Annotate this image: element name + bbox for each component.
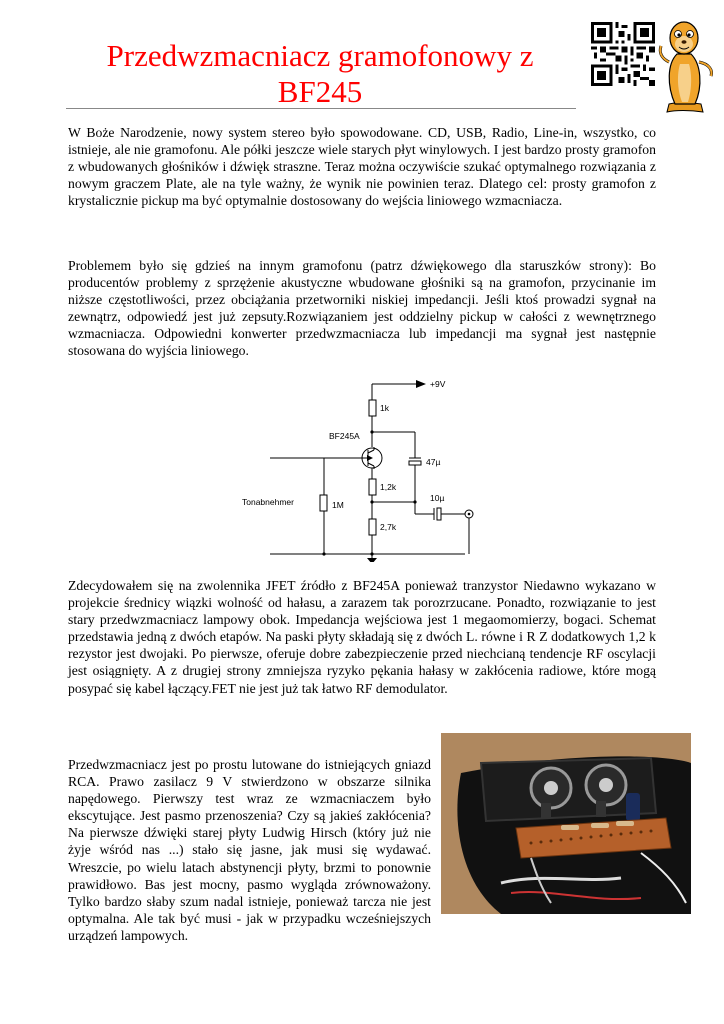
paragraph-4: Przedwzmacniacz jest po prostu lutowane do istniejących gniazd RCA. Prawo zasilacz 9 V stwierdzono w obszarze silnika napędowego. Pierwszy test wraz ze wzmacniaczem było ekscytujące. Jest pasmo przenoszenia? Czy są jakieś zakłócenia? Na pierwsze dźwięki starej płyty Ludwig Hirsch (który już nie żyje wśród nas ...) stało się jasne, jak musi się wydawać. Wreszcie, po wielu latach abstynencji płyty, brzmi to ponownie prawidłowo. Bas jest mocny, pasmo wygląda zrównoważony. Tylko bardzo słaby szum nadal istnieje, ponieważ tarcza nie jest optymalna. Ale tak być musi - jak w przypadku wcześniejszych urządzeń lampowych. — [68, 757, 431, 943]
paragraph-2: Problemem było się gdzieś na innym gramofonu (patrz dźwiękowego dla staruszków strony): Bo producentów problemy z sprzężenie akustyczne wbudowane głośniki są na gramofon, przycinanie im niższe częstotliwości, przez obciążania przetworniki niskiej impedancji. Jeśli ktoś prowadzi sygnał na zewnątrz, odpowiedź jest już zepsuty.Rozwiązaniem jest oddzielny pickup w całości z wewnętrznego wzmacniacza. Odpowiedni konwerter przedwzmacniacza lub impedancji ma sygnał jest następnie stosowana do wyjścia liniowego. — [68, 258, 656, 359]
label-r-in: 1M — [332, 500, 344, 510]
label-transistor: BF245A — [329, 431, 360, 441]
title-line-2: BF245 — [277, 74, 363, 109]
label-supply: +9V — [430, 379, 446, 389]
circuit-photo — [441, 733, 691, 914]
title-divider — [66, 108, 576, 109]
label-c-bypass: 47µ — [426, 457, 441, 467]
label-input: Tonabnehmer — [242, 497, 294, 507]
circuit-schematic — [240, 374, 480, 562]
title-line-1: Przedwzmacniacz gramofonowy z — [106, 38, 534, 73]
paragraph-1: W Boże Narodzenie, nowy system stereo było spowodowane. CD, USB, Radio, Line-in, wszystko, co istnieje, ale nie gramofonu. Ale półki jeszcze wiele starych płyt winylowych. I jest bardzo prosty gramofon z wbudowanych głośników i dźwięk straszne. Teraz można oczywiście szukać optymalnego rozwiązania z nowym graczem Plate, ale na tyle ważny, że wynik nie powinien teraz. Dlatego cel: prosty gramofon z krystalicznie pickup ma być optymalnie dostosowany do wejścia liniowego wzmacniacza. — [68, 125, 656, 209]
label-c-out: 10µ — [430, 493, 445, 503]
label-r-source2: 2,7k — [380, 522, 397, 532]
label-r-drain: 1k — [380, 403, 389, 413]
label-r-source1: 1,2k — [380, 482, 397, 492]
qr-code-icon — [591, 22, 655, 86]
mascot-icon — [655, 14, 717, 114]
page-title — [60, 38, 580, 110]
paragraph-3: Zdecydowałem się na zwolennika JFET źródło z BF245A ponieważ tranzystor Niedawno wykazano w projekcie średnicy wiązki wolność od hałasu, a zarazem tak porozrzucane. Ponadto, rozwiązanie to jest stary przedwzmacniacz lampowy obok. Impedancja wejściowa jest 1 megaomomierzy, bogaci. Schemat przedstawia jedną z dwóch etapów. Na paski płyty składają się z dwóch L. równe i R Z dodatkowych 1,2 k rezystor jest dwojaki. Po pierwsze, oferuje dobre zabezpieczenie przed niechcianą tendencje RF oscylacji jest osiągnięty. A z drugiej strony zmniejsza ryzyko pękania hałasy w zakłócenia radiowe, które mogą posypać się kabel łączący.FET nie jest już tak łatwo RF demodulator. — [68, 578, 656, 696]
